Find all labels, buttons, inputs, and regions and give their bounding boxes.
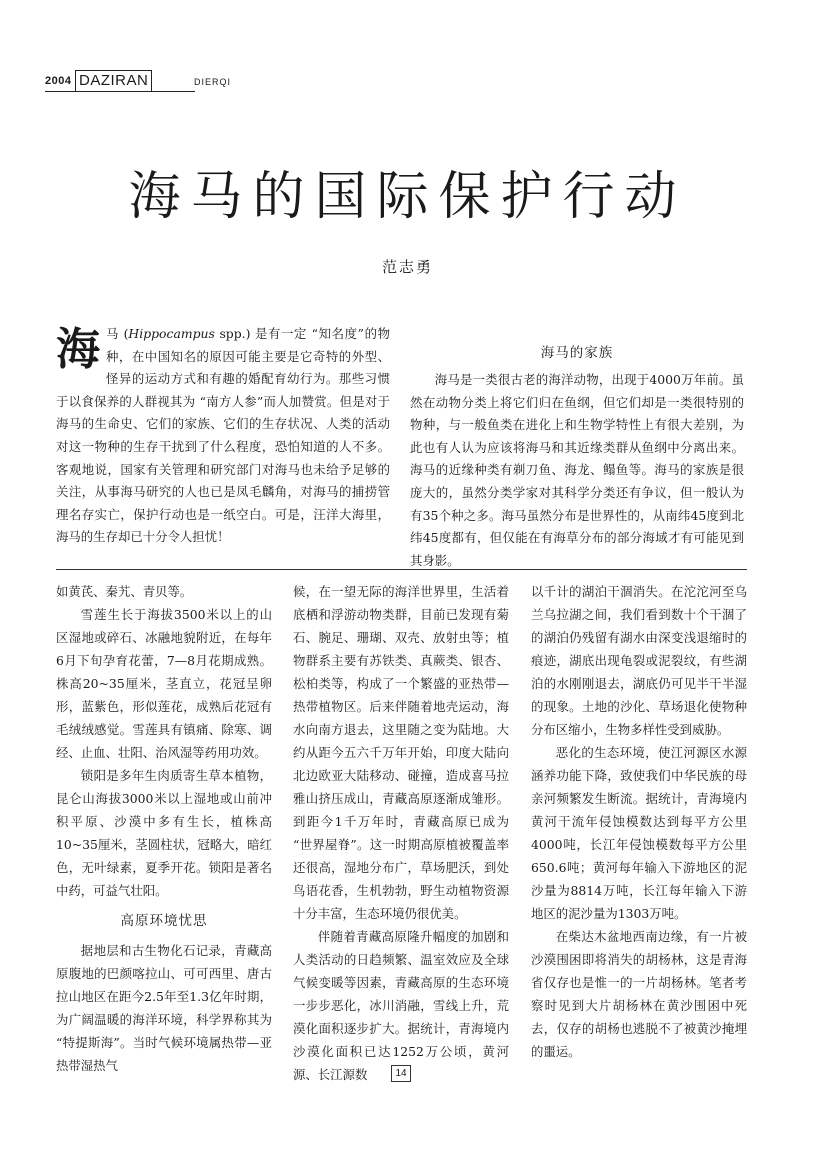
masthead-rule (45, 91, 195, 92)
col1-paragraph-0: 如黄芪、秦艽、青贝等。 (56, 584, 193, 599)
column-2 (293, 580, 509, 1086)
col3-paragraph-2: 恶化的生态环境，使江河源区水源涵养功能下降，致使我们中华民族的母亲河频繁发生断流。据统计，青海境内黄河干流年侵蚀模数达到每平方公里4000吨，长江年侵蚀模数每平方公里650.6吨；黄河每年输入下游地区的泥沙量为8814万吨，长江每年输入下游地区的泥沙量为1303万吨。 (531, 745, 747, 921)
col1-paragraph-3: 据地层和古生物化石记录，青藏高原腹地的巴颜喀拉山、可可西里、唐古拉山地区在距今2.5年至1.3亿年时期，为广阔温暖的海洋环境，科学界称其为 “特提斯海”。当时气候环境属热带—亚热带湿热气 (56, 943, 272, 1073)
section-heading-family: 海马的家族 (540, 345, 614, 361)
column-3 (531, 580, 747, 1063)
intro-section (56, 323, 390, 549)
masthead-year: 2004 (45, 75, 72, 87)
intro-text-a: 马 ( (106, 326, 129, 341)
article-title: 海马的国际保护行动 (128, 167, 687, 227)
family-section (410, 369, 744, 572)
family-paragraph: 海马是一类很古老的海洋动物，出现于4000万年前。虽然在动物分类上将它们归在鱼纲，但它们却是一类很特别的物种，与一般鱼类在进化上和生物学特性上有很大差别，为此也有人认为应该将海马和其近缘类群从鱼纲中分离出来。海马的近缘种类有剃刀鱼、海龙、鳎鱼等。海马的家族是很庞大的，虽然分类学家对其科学分类还有争议，但一般认为有35个种之多。海马虽然分布是世界性的，从南纬45度到北纬45度都有，但仅能在有海草分布的部分海域才有可能见到其身影。 (410, 372, 744, 568)
intro-text-b: spp.) 是有一定 “知名度”的物种，在中国知名的原因可能主要是它奇特的外型、怪异的运动方式和有趣的婚配育幼行为。那些习惯于以食保养的人群视其为 “南方人参”而人加赞赏。但是对于海马的生命史、它们的家族、它们的生存状况、人类的活动对这一物种的生存干扰到了什么程度，恐怕知道的人不多。客观地说，国家有关管理和研究部门对海马也未给予足够的关注，从事海马研究的人也已是凤毛麟角，对海马的捕捞管理名存实亡，保护行动也是一纸空白。可是，汪洋大海里，海马的生存却已十分令人担忧！ (56, 326, 390, 545)
masthead-magazine-name: DAZIRAN (75, 70, 152, 92)
col3-paragraph-1: 以千计的湖泊干涸消失。在沱沱河至乌兰乌拉湖之间，我们看到数十个干涸了的湖泊仍残留有湖水由深变浅退缩时的痕迹，湖底出现龟裂或泥裂纹，有些湖泊的水刚刚退去，湖底仍可见半干半湿的现象。土地的沙化、草场退化使物种分布区缩小，生物多样性受到威胁。 (531, 584, 747, 737)
section-heading-plateau: 高原环境忧思 (120, 913, 208, 929)
col1-paragraph-1: 雪莲生长于海拔3500米以上的山区湿地或碎石、冰融地貌附近，在每年6月下旬孕育花蕾，7—8月花期成熟。株高20~35厘米，茎直立，花冠呈卵形，蓝紫色，形似莲花，成熟后花冠有毛绒绒感觉。雪莲具有镇痛、除寒、调经、止血、壮阳、治风湿等药用功效。 (56, 607, 272, 760)
article-author: 范志勇 (381, 258, 433, 276)
page-number: 14 (391, 1065, 411, 1082)
intro-paragraph (56, 323, 390, 549)
col2-paragraph-2: 伴随着青藏高原隆升幅度的加剧和人类活动的日趋频繁、温室效应及全球气候变暖等因素，青藏高原的生态环境一步步恶化，冰川消融，雪线上升，荒漠化面积逐步扩大。据统计，青海境内沙漠化面积已达1252万公顷，黄河源、长江源数 (293, 929, 509, 1082)
section-divider (56, 569, 747, 570)
column-1 (56, 580, 272, 1077)
col2-paragraph-1: 候，在一望无际的海洋世界里，生活着底栖和浮游动物类群，目前已发现有菊石、腕足、珊瑚、双壳、放射虫等；植物群系主要有苏铁类、真蕨类、银杏、松柏类等，构成了一个繁盛的亚热带—热带植物区。后来伴随着地壳运动，海水向南方退去，这里随之变为陆地。大约从距今五六千万年开始，印度大陆向北边欧亚大陆移动、碰撞，造成喜马拉雅山挤压成山，青藏高原逐渐成雏形。到距今1千万年时，青藏高原已成为 “世界屋脊”。这一时期高原植被覆盖率还很高，湿地分布广，草场肥沃，到处鸟语花香，生机勃勃，野生动植物资源十分丰富，生态环境仍很优美。 (293, 584, 509, 921)
masthead-issue: DIERQI (194, 77, 232, 87)
intro-latin-name: Hippocampus (128, 326, 215, 341)
drop-cap: 海 (56, 324, 100, 375)
col1-paragraph-2: 锁阳是多年生肉质寄生草本植物，昆仑山海拔3000米以上湿地或山前冲积平原、沙漠中多有生长，植株高10~35厘米，茎圆柱状，冠略大，暗红色，无叶绿素，夏季开花。锁阳是著名中药，可益气壮阳。 (56, 768, 272, 898)
col3-paragraph-3: 在柴达木盆地西南边缘，有一片被沙漠围困即将消失的胡杨林，这是青海省仅存也是惟一的一片胡杨林。笔者考察时见到大片胡杨林在黄沙围困中死去，仅存的胡杨也逃脱不了被黄沙掩埋的噩运。 (531, 929, 747, 1059)
masthead (45, 70, 245, 92)
